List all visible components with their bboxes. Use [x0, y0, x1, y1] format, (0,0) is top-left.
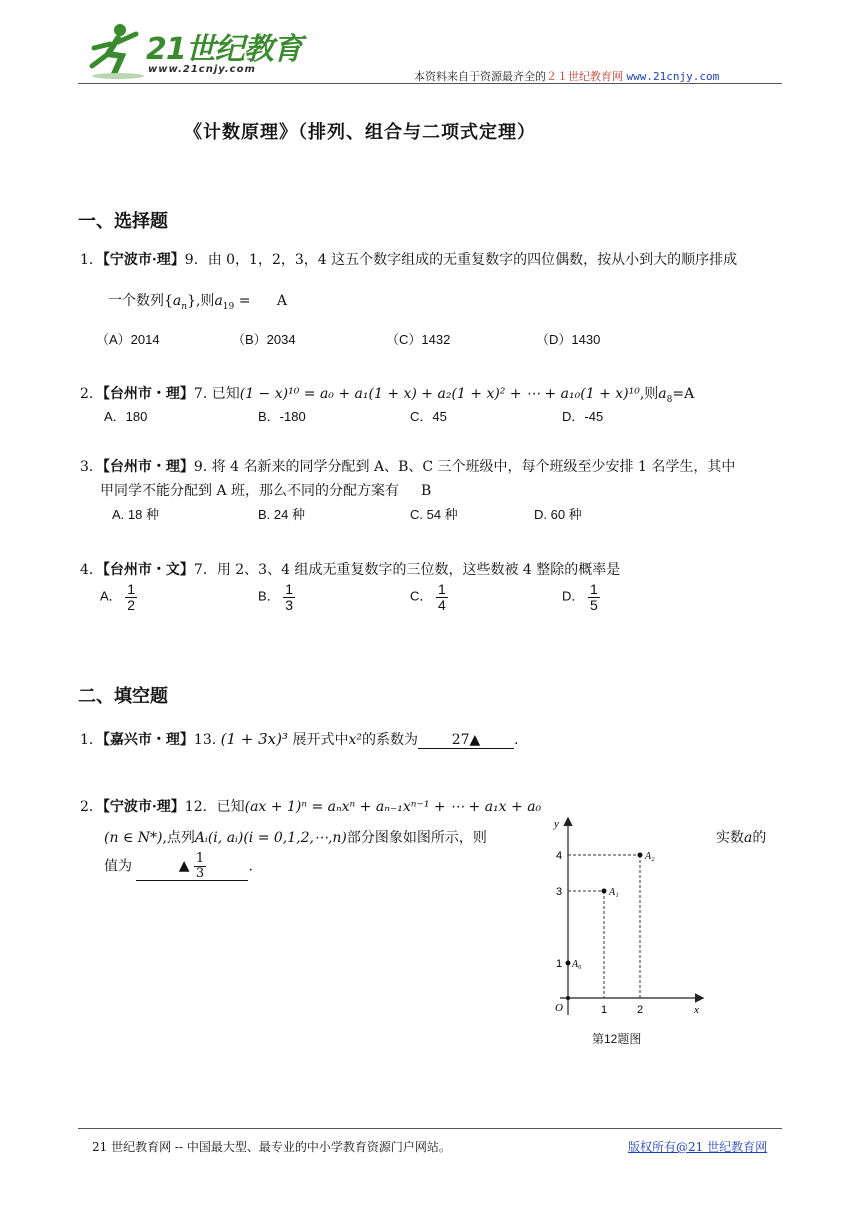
header-link[interactable]: www.21cnjy.com — [626, 70, 720, 83]
choice-q3-option-c: C. 54 种 — [410, 507, 458, 522]
runner-logo-icon — [88, 22, 148, 80]
logo-url: www.21cnjy.com — [148, 64, 256, 75]
choice-q4-stem: 4．【台州市・文】7．用 2、3、4 组成无重复数字的三位数，这些数被 4 整除的概率是 — [80, 562, 621, 578]
choice-q4-option-a: A． $\frac{1}{2}$ — [100, 581, 136, 613]
choice-q1-option-a: （A）2014 — [96, 332, 160, 347]
section-title-choice: 一、选择题 — [78, 211, 168, 232]
choice-q3-line2: 甲同学不能分配到 A 班，那么不同的分配方案有 B — [100, 483, 432, 499]
point-a1 — [602, 889, 607, 894]
choice-q1-option-b: （B）2034 — [232, 332, 296, 347]
choice-q4-option-d: D． $\frac{1}{5}$ — [562, 581, 598, 613]
header-note: 本资料来自于资源最齐全的２１世纪教育网 www.21cnjy.com — [414, 70, 720, 83]
choice-q3-option-d: D. 60 种 — [534, 507, 582, 522]
origin-label: O — [555, 1002, 563, 1014]
choice-q4-option-c: C． $\frac{1}{4}$ — [410, 581, 446, 613]
point-a0 — [566, 961, 571, 966]
choice-q1-answer: A — [276, 293, 288, 309]
choice-q3-stem: 3．【台州市・理】9. 将 4 名新来的同学分配到 A、B、C 三个班级中，每个班级至少安排 1 名学生，其中 — [80, 459, 736, 475]
x-tick-2: 2 — [637, 1004, 644, 1016]
footer-copyright-link[interactable]: 版权所有@21 世纪教育网 — [628, 1140, 768, 1154]
choice-q1-option-c: （C）1432 — [386, 332, 451, 347]
choice-q3-option-b: B. 24 种 — [258, 507, 305, 522]
y-axis-label: y — [554, 818, 559, 830]
fill-q2-answer: ▲ $\frac{1}{3}$ — [136, 852, 248, 881]
graph-caption: 第12题图 — [592, 1032, 642, 1046]
point-a0-label: A₀ — [572, 959, 582, 970]
choice-q2-option-a: A．180 — [104, 409, 148, 424]
y-tick-3: 3 — [556, 886, 563, 898]
choice-q1-stem: 1．【宁波市·理】9．由 0，1，2，3，4 这五个数字组成的无重复数字的四位偶数，按从小到大的顺序排成 — [80, 252, 738, 268]
footer-text: 21 世纪教育网 -- 中国最大型、最专业的中小学教育资源门户网站。 — [92, 1140, 451, 1154]
point-a1-label: A₁ — [609, 887, 619, 898]
footer-divider — [78, 1128, 782, 1129]
choice-q2-option-b: B．-180 — [258, 409, 306, 424]
section-title-fill: 二、填空题 — [78, 686, 168, 707]
fill-q2-stem: 2．【宁波市·理】12．已知(ax + 1)ⁿ = aₙxⁿ + aₙ₋₁xⁿ⁻¹ + ⋯ + a₁x + a₀ — [80, 799, 542, 815]
fill-q2-line3: 值为 ▲ $\frac{1}{3}$ . — [104, 851, 253, 881]
y-tick-1: 1 — [556, 958, 563, 970]
choice-q3-answer: B — [421, 483, 432, 499]
document-title: 《计数原理》（排列、组合与二项式定理） — [184, 122, 536, 143]
logo-wordmark: 21世纪教育 — [146, 32, 302, 67]
header-divider — [78, 83, 782, 84]
choice-q2-option-c: C．45 — [410, 409, 447, 424]
x-axis-label: x — [694, 1004, 699, 1016]
fill-q1-answer: 27▲ — [418, 732, 514, 749]
point-a2-label: A₂ — [645, 851, 655, 862]
choice-q2-stem: 2．【台州市・理】7. 已知(1 − x)¹⁰ = a₀ + a₁(1 + x) + a₂(1 + x)² + ⋯ + a₁₀(1 + x)¹⁰,则$a_8=A$ — [80, 386, 695, 405]
choice-q3-option-a: A. 18 种 — [112, 507, 159, 522]
choice-q1-option-d: （D）1430 — [536, 332, 601, 347]
point-graph — [530, 815, 710, 1050]
choice-q1-line2: 一个数列$\{a_n\}$,则$a_{19} = A$ — [108, 293, 288, 312]
y-tick-4: 4 — [556, 850, 563, 862]
fill-q2-formula: (ax + 1)ⁿ = aₙxⁿ + aₙ₋₁xⁿ⁻¹ + ⋯ + a₁x + a₀ — [244, 799, 542, 815]
x-tick-1: 1 — [601, 1004, 608, 1016]
choice-q2-option-d: D．-45 — [562, 409, 604, 424]
choice-q2-formula: (1 − x)¹⁰ = a₀ + a₁(1 + x) + a₂(1 + x)² + ⋯ + a₁₀(1 + x)¹⁰ — [239, 386, 640, 402]
fill-q2-line2: (n ∈ N*),点列Aᵢ(i, aᵢ)(i = 0,1,2,⋯,n)部分图象如图所示，则 — [104, 830, 487, 846]
choice-q4-option-b: B． $\frac{1}{3}$ — [258, 581, 294, 613]
fill-q2-line2-right: 实数a的 — [716, 830, 767, 846]
fill-q1-stem: 1．【嘉兴市・理】13. (1 + 3x)³ 展开式中x²的系数为 27▲ . — [80, 730, 519, 748]
point-a2 — [638, 853, 643, 858]
choice-q2-answer: =A — [672, 386, 695, 402]
